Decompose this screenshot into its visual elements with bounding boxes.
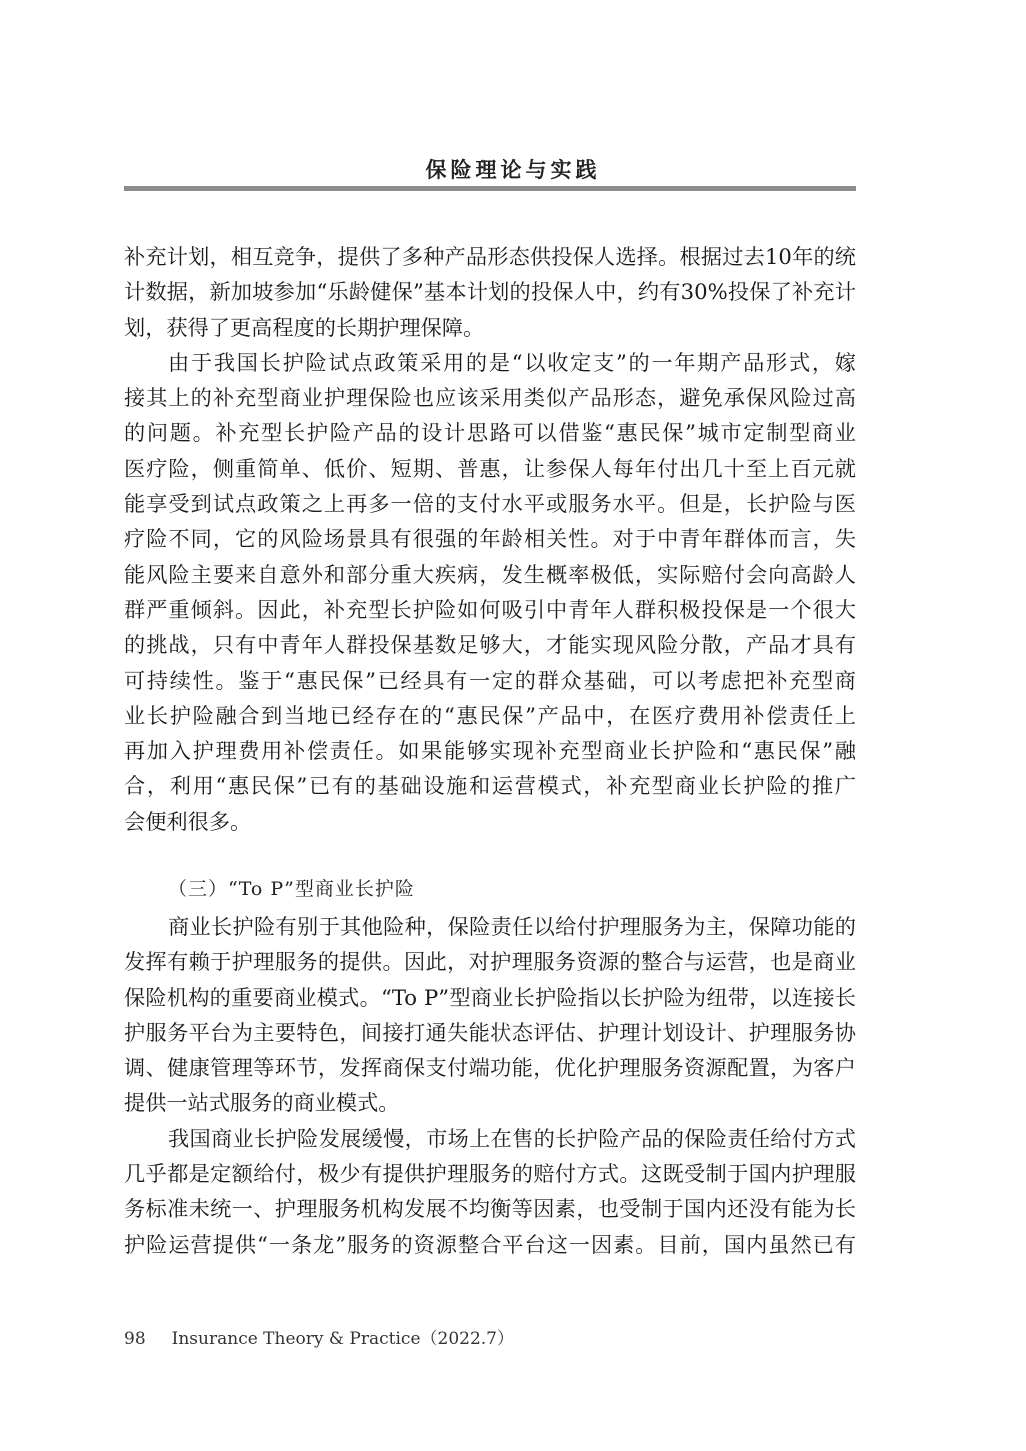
text-line: 发挥有赖于护理服务的提供。因此，对护理服务资源的整合与运营，也是商业 — [124, 949, 856, 975]
header-rule — [124, 186, 856, 191]
page-footer — [124, 1324, 514, 1349]
text-line: 补充计划，相互竞争，提供了多种产品形态供投保人选择。根据过去10年的统 — [124, 244, 856, 269]
body-text-block-1 — [124, 239, 856, 839]
text-line: 由于我国长护险试点政策采用的是“以收定支”的一年期产品形式，嫁 — [168, 349, 856, 375]
page-number: 98 — [124, 1329, 146, 1349]
text-line: 的挑战，只有中青年人群投保基数足够大，才能实现风险分散，产品才具有 — [124, 632, 856, 658]
running-title: 保险理论与实践 — [425, 157, 601, 182]
text-line: 再加入护理费用补偿责任。如果能够实现补充型商业长护险和“惠民保”融 — [124, 738, 856, 764]
text-line: 护服务平台为主要特色，间接打通失能状态评估、护理计划设计、护理服务协 — [124, 1019, 856, 1045]
text-line: 疗险不同，它的风险场景具有很强的年龄相关性。对于中青年群体而言，失 — [124, 526, 856, 552]
text-line: 调、健康管理等环节，发挥商保支付端功能，优化护理服务资源配置，为客户 — [124, 1055, 856, 1081]
journal-title: Insurance Theory & Practice（2022.7） — [171, 1329, 514, 1349]
text-line: 计数据，新加坡参加“乐龄健保”基本计划的投保人中，约有30%投保了补充计 — [124, 279, 856, 305]
text-line: 的问题。补充型长护险产品的设计思路可以借鉴“惠民保”城市定制型商业 — [124, 420, 856, 446]
section-heading: （三）“To P”型商业长护险 — [168, 878, 415, 900]
text-line: 会便利很多。 — [124, 808, 252, 834]
text-line: 我国商业长护险发展缓慢，市场上在售的长护险产品的保险责任给付方式 — [168, 1125, 856, 1151]
text-line: 能风险主要来自意外和部分重大疾病，发生概率极低，实际赔付会向高龄人 — [124, 561, 856, 587]
text-line: 合，利用“惠民保”已有的基础设施和运营模式，补充型商业长护险的推广 — [124, 773, 856, 799]
text-line: 划，获得了更高程度的长期护理保障。 — [124, 314, 485, 340]
text-line: 业长护险融合到当地已经存在的“惠民保”产品中，在医疗费用补偿责任上 — [124, 702, 856, 728]
text-line: 接其上的补充型商业护理保险也应该采用类似产品形态，避免承保风险过高 — [124, 385, 856, 411]
text-line: 提供一站式服务的商业模式。 — [124, 1090, 400, 1116]
text-line: 商业长护险有别于其他险种，保险责任以给付护理服务为主，保障功能的 — [168, 914, 856, 939]
text-line: 护险运营提供“一条龙”服务的资源整合平台这一因素。目前，国内虽然已有 — [124, 1231, 856, 1257]
text-line: 务标准未统一、护理服务机构发展不均衡等因素，也受制于国内还没有能为长 — [124, 1196, 856, 1222]
text-line: 保险机构的重要商业模式。“To P”型商业长护险指以长护险为纽带，以连接长 — [124, 984, 856, 1010]
text-line: 可持续性。鉴于“惠民保”已经具有一定的群众基础，可以考虑把补充型商 — [124, 667, 856, 693]
text-line: 能享受到试点政策之上再多一倍的支付水平或服务水平。但是，长护险与医 — [124, 491, 856, 517]
text-line: 医疗险，侧重简单、低价、短期、普惠，让参保人每年付出几十至上百元就 — [124, 455, 856, 481]
text-line: 群严重倾斜。因此，补充型长护险如何吸引中青年人群积极投保是一个很大 — [124, 596, 856, 622]
body-text-block-2 — [124, 909, 856, 1262]
text-line: 几乎都是定额给付，极少有提供护理服务的赔付方式。这既受制于国内护理服 — [124, 1161, 856, 1187]
